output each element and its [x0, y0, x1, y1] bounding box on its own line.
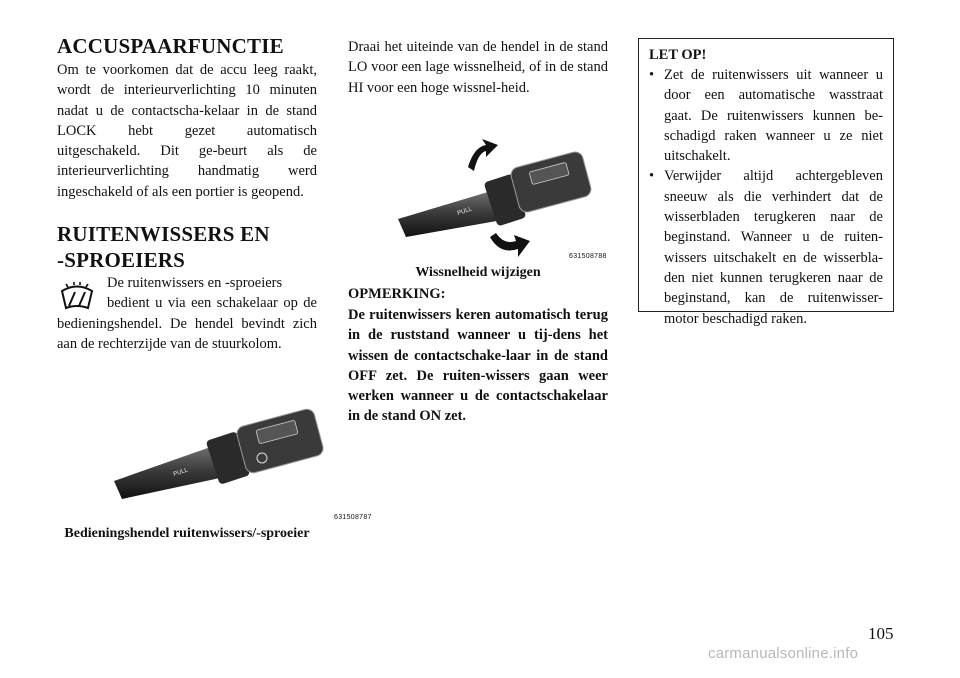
note-title: OPMERKING:	[348, 286, 446, 302]
battery-saver-paragraph: Om te voorkomen dat de accu leeg raakt, wordt de interieurverlichting 10 minuten nadat u de contactscha-kelaar in de stand LOCK hebt gezet automatisch uitgeschakeld. Dit ge-beurt als de interieurverlichting handmatig werd ingeschakeld of als een portier is geopend.	[57, 62, 317, 200]
wipers-intro	[57, 273, 317, 354]
figure2-caption: Wissnelheid wijzigen	[415, 265, 541, 280]
caution-item: • Zet de ruitenwissers uit wanneer u door een automatische wasstraat gaat. De ruitenwissers kunnen be-schadigd raken wanneer u ze niet uitschakelt.	[649, 65, 883, 166]
watermark: carmanualsonline.info	[708, 645, 859, 662]
section-title-wipers	[57, 221, 270, 273]
figure1-caption: Bedieningshendel ruitenwissers/-sproeier	[64, 526, 310, 541]
page-number: 105	[868, 624, 894, 643]
windshield-wiper-icon	[59, 279, 95, 315]
lever-pull-label-2: PULL	[456, 206, 473, 217]
wiper-lever-illustration	[112, 403, 347, 525]
wipers-intro-paragraph: De ruitenwissers en -sproeiers bedient u via een schakelaar op de bedieningshendel. De hendel bevindt zich aan de rechterzijde van de stuurkolom.	[57, 275, 317, 352]
caution-box	[638, 38, 894, 327]
lever-pull-label: PULL	[172, 467, 189, 478]
speed-paragraph: Draai het uiteinde van de hendel in de stand LO voor een lage wissnelheid, of in de stand HI voor een hoge wissnel-heid.	[348, 39, 608, 96]
caution-title: LET OP!	[649, 47, 707, 63]
section-title-battery-saver: ACCUSPAARFUNCTIE	[57, 34, 284, 58]
wiper-speed-illustration	[390, 137, 610, 257]
wipers-title-line1: RUITENWISSERS EN	[57, 222, 270, 246]
note-paragraph: De ruitenwissers keren automatisch terug in de ruststand wanneer u tij-dens het wissen de contactschake-laar in de stand OFF zet. De ruiten-wissers gaan weer werken wanneer u de contactschakelaar in de stand ON zet.	[348, 307, 608, 425]
figure1-code: 631508787	[334, 514, 372, 521]
wipers-title-line2: -SPROEIERS	[57, 248, 186, 272]
caution-item: • Verwijder altijd achtergebleven sneeuw als die verhindert dat de wisserbladen terugkeren naar de beginstand. Wanneer u de ruiten-wissers uitschakelt en de wisserbla-den niet kunnen terugkeren naar de beginstand, kan de ruitenwisser-motor beschadigd raken.	[649, 166, 883, 328]
caution-list	[649, 65, 883, 329]
figure2-code: 631508788	[569, 253, 607, 260]
